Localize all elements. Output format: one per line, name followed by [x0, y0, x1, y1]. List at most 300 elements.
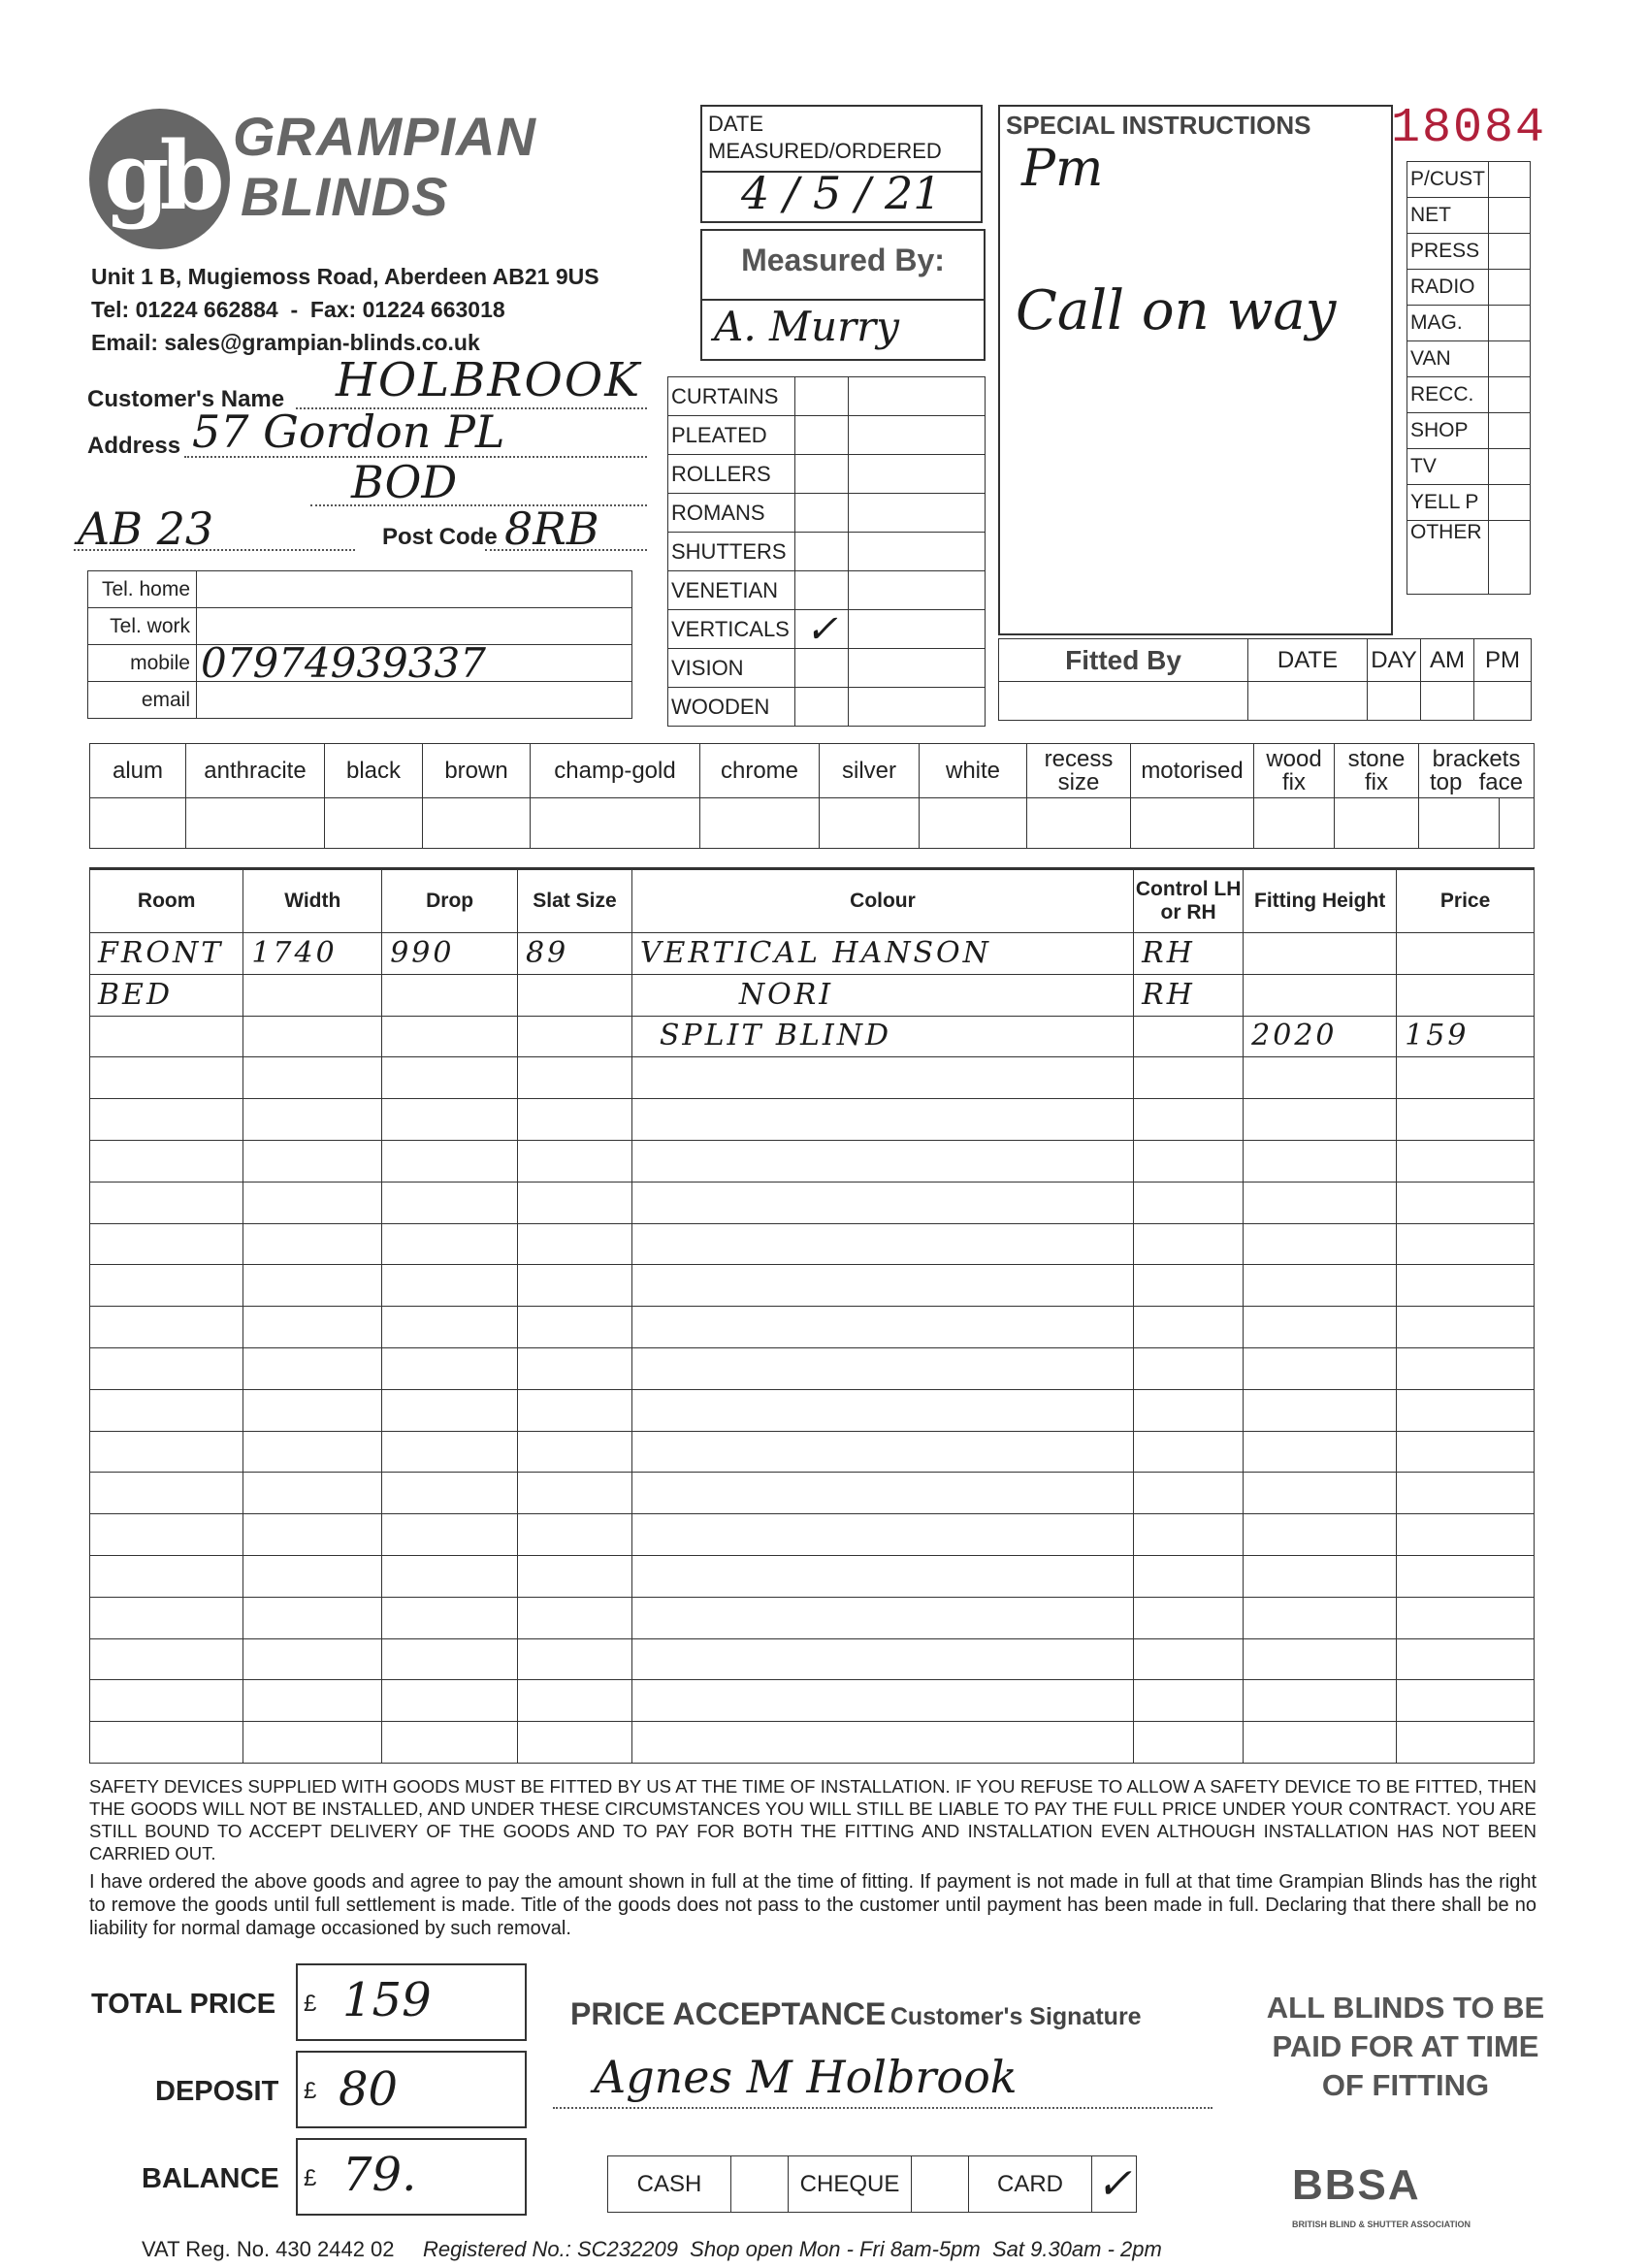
table-cell [243, 1597, 382, 1638]
date-measured-label: DATE MEASURED/ORDERED [708, 112, 942, 163]
table-cell [382, 1016, 518, 1057]
table-cell [518, 1347, 632, 1389]
table-cell [90, 1555, 243, 1597]
table-cell [1397, 1307, 1535, 1348]
blind-type-label: VISION [668, 649, 795, 688]
table-row [90, 1223, 1535, 1265]
table-cell [243, 974, 382, 1016]
blind-type-notes [849, 416, 986, 455]
phone-value: 07974939337 [197, 645, 632, 682]
order-column-header: Slat Size [518, 869, 632, 933]
table-cell [1397, 1389, 1535, 1431]
table-cell [1397, 933, 1535, 975]
table-cell [243, 1182, 382, 1223]
brackets-face: face [1478, 768, 1523, 795]
table-cell [1244, 1182, 1397, 1223]
balance-currency: £ [304, 2165, 317, 2191]
address-label: Address [87, 433, 181, 459]
source-item-label: PRESS [1407, 234, 1489, 270]
table-cell: SPLIT BLIND [631, 1016, 1133, 1057]
company-tel-fax: Tel: 01224 662884 - Fax: 01224 663018 [91, 297, 505, 322]
deposit-currency: £ [304, 2078, 317, 2104]
option-box [820, 798, 920, 849]
table-cell [518, 1597, 632, 1638]
table-cell [1134, 1389, 1244, 1431]
blind-type-label: WOODEN [668, 688, 795, 727]
table-row [90, 1099, 1535, 1141]
blind-type-label: CURTAINS [668, 377, 795, 416]
order-column-header: Width [243, 869, 382, 933]
form-number: 18084 [1391, 101, 1547, 156]
blind-type-notes [849, 377, 986, 416]
vat-number: VAT Reg. No. 430 2442 02 [142, 2237, 395, 2261]
table-cell [1244, 1140, 1397, 1182]
table-cell [1244, 1347, 1397, 1389]
table-cell [243, 1680, 382, 1722]
source-item-label: VAN [1407, 341, 1489, 377]
table-cell [1397, 1223, 1535, 1265]
table-cell [1397, 1431, 1535, 1473]
source-item-label: SHOP [1407, 413, 1489, 449]
table-row [90, 1431, 1535, 1473]
price-acceptance-label: PRICE ACCEPTANCE [570, 1996, 887, 2031]
measured-by-box [700, 229, 986, 361]
source-item-label: YELL P [1407, 485, 1489, 521]
option-box [1027, 798, 1131, 849]
table-cell [631, 1265, 1133, 1307]
table-cell [1244, 1057, 1397, 1099]
option-box [700, 798, 820, 849]
customer-signature: Agnes M Holbrook [594, 2051, 1018, 2103]
order-column-header: Fitting Height [1244, 869, 1397, 933]
order-column-header: Colour [631, 869, 1133, 933]
blind-type-check [795, 688, 849, 727]
option-box [1131, 798, 1254, 849]
table-cell: RH [1134, 933, 1244, 975]
fitted-by-table [998, 638, 1532, 721]
table-cell: FRONT [90, 933, 243, 975]
cheque-label: CHEQUE [789, 2156, 912, 2213]
table-row [90, 1680, 1535, 1722]
table-cell [518, 1389, 632, 1431]
address-line3: AB 23 [78, 502, 214, 555]
table-cell [243, 1307, 382, 1348]
table-cell [1244, 1680, 1397, 1722]
table-cell [631, 1597, 1133, 1638]
blind-type-label: VENETIAN [668, 571, 795, 610]
table-cell [631, 1389, 1133, 1431]
table-row [90, 1016, 1535, 1057]
agreement-terms: I have ordered the above goods and agree to pay the amount shown in full at the time of fitting. If payment is not made in full at that time Grampian Blinds has the right to remove the goods until full settlement is made. Title of the goods does not pass to the customer until payment has been made in full. Declaring that there shall be no liability for normal damage occasioned by such removal. [89, 1871, 1536, 1939]
table-cell [1397, 1638, 1535, 1680]
table-cell [243, 1638, 382, 1680]
table-cell [631, 1473, 1133, 1514]
option-box [90, 798, 186, 849]
table-cell [1244, 1722, 1397, 1764]
table-cell [518, 1555, 632, 1597]
blind-type-check [795, 571, 849, 610]
table-cell [243, 1514, 382, 1556]
option-box [920, 798, 1027, 849]
order-column-header: Drop [382, 869, 518, 933]
table-cell [518, 1473, 632, 1514]
special-instructions-label: SPECIAL INSTRUCTIONS [1006, 111, 1311, 140]
date-measured-value: 4 / 5 / 21 [741, 167, 942, 219]
option-header: white [920, 744, 1027, 798]
option-header: silver [820, 744, 920, 798]
table-cell [1244, 1223, 1397, 1265]
address-line2: BOD [351, 456, 458, 508]
table-cell: VERTICAL HANSON [631, 933, 1133, 975]
order-column-header: Room [90, 869, 243, 933]
source-item-box [1489, 485, 1531, 521]
source-item-box [1489, 162, 1531, 198]
blind-type-label: PLEATED [668, 416, 795, 455]
table-cell [518, 1638, 632, 1680]
phone-label: email [88, 682, 197, 719]
table-cell [1244, 1265, 1397, 1307]
source-item-box [1489, 234, 1531, 270]
option-box [186, 798, 325, 849]
table-cell [382, 974, 518, 1016]
phone-label: mobile [88, 645, 197, 682]
table-cell [518, 1182, 632, 1223]
table-cell [1134, 1473, 1244, 1514]
fitted-day-label: DAY [1368, 639, 1421, 682]
special-instructions-line2: Call on way [1016, 279, 1337, 342]
table-cell [382, 1347, 518, 1389]
fitted-am-label: AM [1421, 639, 1474, 682]
table-cell [90, 1347, 243, 1389]
source-item-label: OTHER [1407, 521, 1489, 595]
table-cell [1397, 1140, 1535, 1182]
table-cell [1134, 1016, 1244, 1057]
table-cell [382, 1099, 518, 1141]
option-header: anthracite [186, 744, 325, 798]
table-cell [1244, 1473, 1397, 1514]
option-header: champ-gold [531, 744, 700, 798]
table-cell [243, 1347, 382, 1389]
table-cell [1397, 1182, 1535, 1223]
phone-label: Tel. work [88, 608, 197, 645]
table-cell [90, 1099, 243, 1141]
company-name-line2: BLINDS [241, 166, 449, 227]
option-box [1335, 798, 1419, 849]
source-item-label: P/CUST [1407, 162, 1489, 198]
table-cell [1134, 1431, 1244, 1473]
table-cell [243, 1265, 382, 1307]
balance-label: BALANCE [142, 2163, 279, 2194]
table-cell [518, 1057, 632, 1099]
table-cell [518, 1265, 632, 1307]
table-cell [382, 1431, 518, 1473]
card-label: CARD [969, 2156, 1092, 2213]
table-cell [243, 1016, 382, 1057]
table-row [90, 1473, 1535, 1514]
table-cell [518, 1307, 632, 1348]
option-header: motorised [1131, 744, 1254, 798]
blind-type-label: VERTICALS [668, 610, 795, 649]
company-name-line1: GRAMPIAN [233, 106, 536, 167]
cash-label: CASH [608, 2156, 731, 2213]
table-cell [1397, 1099, 1535, 1141]
brackets-header [1419, 744, 1535, 798]
fitted-by-label: Fitted By [999, 639, 1248, 682]
table-cell [1134, 1265, 1244, 1307]
source-item-box [1489, 198, 1531, 234]
table-cell [90, 1307, 243, 1348]
table-cell [382, 1182, 518, 1223]
balance-value: 79. [342, 2148, 417, 2202]
address-line1: 57 Gordon PL [192, 405, 505, 458]
safety-terms: SAFETY DEVICES SUPPLIED WITH GOODS MUST BE FITTED BY US AT THE TIME OF INSTALLATION. IF YOU REFUSE TO ALLOW A SAFETY DEVICE TO BE FITTED, THEN THE GOODS WILL NOT BE INSTALLED, AND UNDER THESE CIRCUMSTANCES YOU WILL STILL BE LIABLE TO PAY THE FULL PRICE UNDER YOUR CONTRACT. YOU ARE STILL BOUND TO ACCEPT DELIVERY OF THE GOODS AND TO PAY FOR BOTH THE FITTING AND INSTALLATION EVEN ALTHOUGH INSTALLATION HAS NOT BEEN CARRIED OUT. [89, 1776, 1536, 1863]
blind-type-notes [849, 494, 986, 533]
source-item-box [1489, 377, 1531, 413]
payment-notice: ALL BLINDS TO BE PAID FOR AT TIME OF FITTING [1266, 1991, 1545, 2102]
table-cell [90, 1016, 243, 1057]
table-cell [1397, 1555, 1535, 1597]
table-cell [382, 1140, 518, 1182]
table-row [90, 1722, 1535, 1764]
bbsa-subtitle: BRITISH BLIND & SHUTTER ASSOCIATION [1292, 2219, 1471, 2229]
table-cell [1134, 1597, 1244, 1638]
blind-type-check [795, 455, 849, 494]
table-row [90, 1514, 1535, 1556]
table-cell [382, 1307, 518, 1348]
table-cell [1397, 1597, 1535, 1638]
table-cell: 2020 [1244, 1016, 1397, 1057]
table-cell [518, 1223, 632, 1265]
table-cell [90, 1223, 243, 1265]
table-cell [1397, 1514, 1535, 1556]
table-cell [382, 1514, 518, 1556]
price-acceptance [570, 1996, 1142, 2032]
table-cell [518, 974, 632, 1016]
table-cell [90, 1638, 243, 1680]
table-cell [1134, 1140, 1244, 1182]
table-cell [1244, 1431, 1397, 1473]
brackets-top: top [1430, 768, 1463, 795]
option-box [1500, 798, 1535, 849]
table-cell [1244, 974, 1397, 1016]
option-box [531, 798, 700, 849]
balance-box [296, 2138, 527, 2216]
table-cell [631, 1140, 1133, 1182]
table-cell [518, 1140, 632, 1182]
option-header: alum [90, 744, 186, 798]
source-item-label: RADIO [1407, 270, 1489, 306]
table-cell: RH [1134, 974, 1244, 1016]
blind-type-notes [849, 533, 986, 571]
table-cell [90, 1680, 243, 1722]
blind-type-check [795, 416, 849, 455]
table-cell [382, 1722, 518, 1764]
blind-type-label: ROMANS [668, 494, 795, 533]
table-cell [518, 1680, 632, 1722]
table-cell [90, 1057, 243, 1099]
table-cell [1134, 1680, 1244, 1722]
blind-type-notes [849, 455, 986, 494]
blind-type-label: ROLLERS [668, 455, 795, 494]
table-cell [90, 1722, 243, 1764]
special-instructions-line1: Pm [1021, 140, 1104, 198]
phone-value [197, 682, 632, 719]
table-row [90, 1597, 1535, 1638]
table-cell [1134, 1638, 1244, 1680]
blind-type-check [795, 649, 849, 688]
table-cell [631, 1057, 1133, 1099]
source-list [1406, 161, 1531, 595]
deposit-label: DEPOSIT [155, 2076, 279, 2107]
blind-type-label: SHUTTERS [668, 533, 795, 571]
table-row [90, 1347, 1535, 1389]
total-price-box [296, 1963, 527, 2041]
special-instructions-box [998, 105, 1393, 635]
table-cell [1397, 1680, 1535, 1722]
table-cell [243, 1099, 382, 1141]
phone-label: Tel. home [88, 571, 197, 608]
table-cell [1134, 1307, 1244, 1348]
table-cell [90, 1514, 243, 1556]
source-item-box [1489, 449, 1531, 485]
company-email: Email: sales@grampian-blinds.co.uk [91, 330, 480, 355]
table-cell [382, 1597, 518, 1638]
option-header: brown [423, 744, 531, 798]
table-cell [631, 1555, 1133, 1597]
table-cell [518, 1099, 632, 1141]
blind-type-notes [849, 610, 986, 649]
table-cell [1397, 1722, 1535, 1764]
option-header: stone fix [1335, 744, 1419, 798]
option-header: chrome [700, 744, 820, 798]
postcode-label: Post Code [382, 524, 498, 550]
table-row [90, 1182, 1535, 1223]
table-cell [1244, 933, 1397, 975]
bbsa-logo: BBSA [1292, 2161, 1421, 2209]
deposit-box [296, 2051, 527, 2128]
table-cell: 159 [1397, 1016, 1535, 1057]
company-logo [89, 109, 230, 249]
options-table [89, 743, 1535, 849]
order-table [89, 867, 1535, 1764]
table-cell [1244, 1597, 1397, 1638]
postcode-value: 8RB [504, 502, 599, 555]
brackets-label: brackets [1432, 745, 1521, 772]
table-cell [382, 1389, 518, 1431]
table-cell [90, 1389, 243, 1431]
blind-type-check: ✓ [795, 610, 849, 649]
blind-type-check [795, 533, 849, 571]
order-column-header: Control LH or RH [1134, 869, 1244, 933]
table-cell: 990 [382, 933, 518, 975]
table-cell [631, 1223, 1133, 1265]
table-cell [243, 1389, 382, 1431]
table-cell [631, 1182, 1133, 1223]
table-cell [243, 1140, 382, 1182]
table-cell [1397, 1265, 1535, 1307]
blind-type-check [795, 494, 849, 533]
total-price-value: 159 [342, 1973, 432, 2027]
table-cell [1244, 1514, 1397, 1556]
card-check: ✓ [1092, 2156, 1137, 2213]
source-item-box [1489, 521, 1531, 595]
table-cell: BED [90, 974, 243, 1016]
logo-mark: gb [104, 121, 215, 231]
payment-table [607, 2155, 1137, 2213]
table-cell [1397, 974, 1535, 1016]
blind-type-notes [849, 571, 986, 610]
table-cell [382, 1057, 518, 1099]
customer-signature-label: Customer's Signature [889, 2003, 1142, 2030]
table-cell [518, 1016, 632, 1057]
option-box [325, 798, 423, 849]
table-cell: NORI [631, 974, 1133, 1016]
measured-by-value: A. Murry [714, 303, 899, 350]
option-box [1254, 798, 1335, 849]
table-row [90, 1638, 1535, 1680]
table-cell [631, 1514, 1133, 1556]
table-cell [1134, 1057, 1244, 1099]
deposit-value: 80 [339, 2062, 399, 2117]
blind-type-table [667, 376, 986, 727]
customer-name-label: Customer's Name [87, 386, 285, 412]
blind-type-notes [849, 649, 986, 688]
table-row [90, 1140, 1535, 1182]
blind-type-notes [849, 688, 986, 727]
source-item-label: RECC. [1407, 377, 1489, 413]
table-cell [90, 1265, 243, 1307]
table-cell: 1740 [243, 933, 382, 975]
table-row [90, 1389, 1535, 1431]
table-cell [1134, 1099, 1244, 1141]
option-box [1419, 798, 1500, 849]
source-item-label: TV [1407, 449, 1489, 485]
table-cell [1134, 1514, 1244, 1556]
table-cell [382, 1638, 518, 1680]
option-header: black [325, 744, 423, 798]
source-item-box [1489, 270, 1531, 306]
table-cell [631, 1347, 1133, 1389]
measured-by-label: Measured By: [741, 243, 945, 277]
table-cell [1134, 1347, 1244, 1389]
table-cell [1244, 1555, 1397, 1597]
phone-table [87, 570, 632, 719]
table-cell [90, 1473, 243, 1514]
option-header: wood fix [1254, 744, 1335, 798]
table-cell [1244, 1307, 1397, 1348]
table-cell [90, 1431, 243, 1473]
option-box [423, 798, 531, 849]
table-cell [382, 1680, 518, 1722]
table-cell [90, 1597, 243, 1638]
table-cell [1397, 1473, 1535, 1514]
table-cell [1134, 1182, 1244, 1223]
option-header: recess size [1027, 744, 1131, 798]
table-cell [90, 1140, 243, 1182]
source-item-label: NET [1407, 198, 1489, 234]
table-cell [631, 1638, 1133, 1680]
table-row [90, 1555, 1535, 1597]
fitted-date-label: DATE [1248, 639, 1368, 682]
table-cell [243, 1722, 382, 1764]
table-cell [243, 1431, 382, 1473]
table-cell [1134, 1722, 1244, 1764]
source-item-box [1489, 341, 1531, 377]
table-cell [382, 1555, 518, 1597]
table-cell [1244, 1099, 1397, 1141]
table-cell [631, 1099, 1133, 1141]
table-cell [518, 1722, 632, 1764]
